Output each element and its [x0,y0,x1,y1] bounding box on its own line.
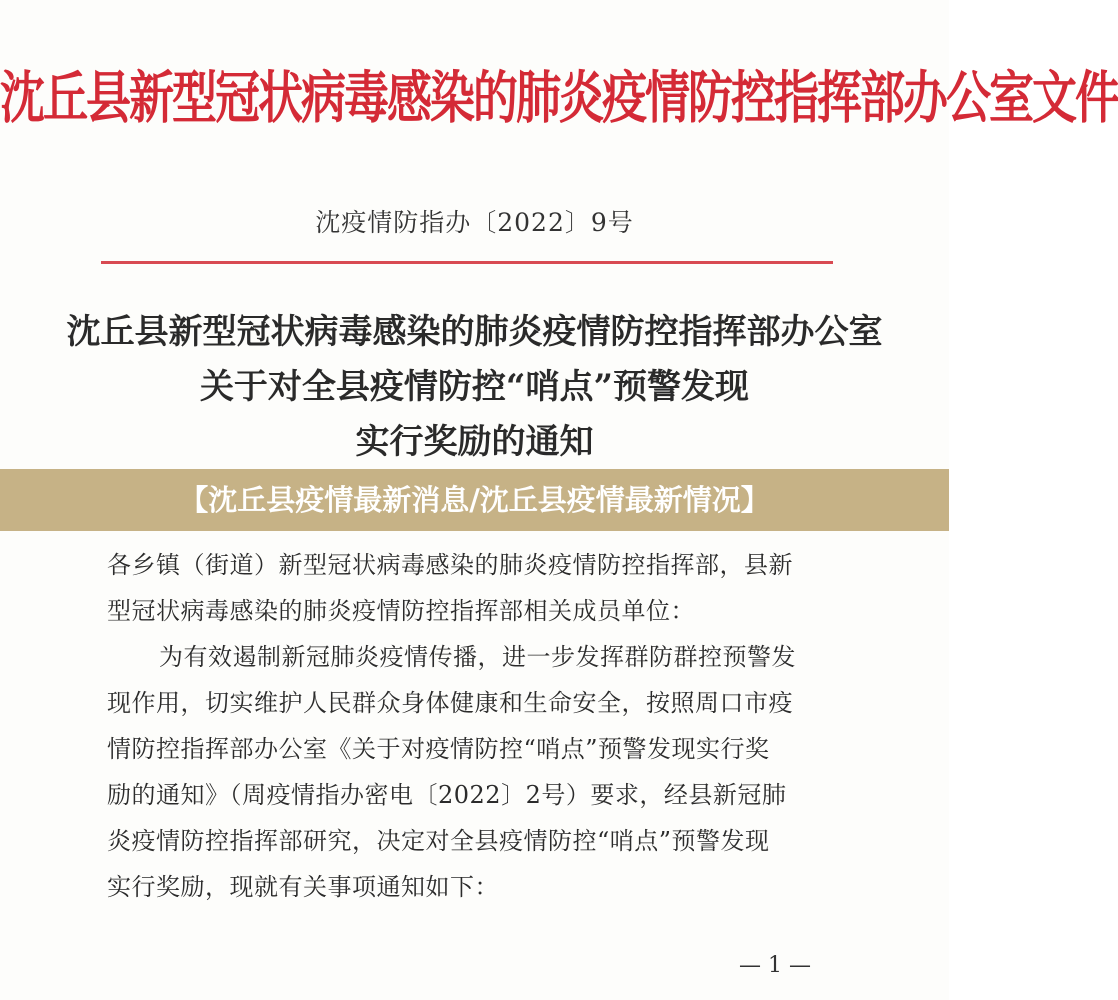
page-number: — 1 — [739,953,811,978]
notice-title [0,305,949,470]
red-divider-line [101,261,833,264]
banner-text: 【沈丘县疫情最新消息/沈丘县疫情最新情况】 [179,483,770,517]
body-line: 现作用，切实维护人民群众身体健康和生命安全，按照周口市疫 [107,689,793,717]
body-line: 实行奖励，现就有关事项通知如下： [107,873,499,901]
body-line: 励的通知》（周疫情指办密电〔2022〕2号）要求，经县新冠肺 [107,781,787,809]
body-line: 各乡镇（街道）新型冠状病毒感染的肺炎疫情防控指挥部，县新 [107,551,793,579]
body-line: 情防控指挥部办公室《关于对疫情防控“哨点”预警发现实行奖 [107,735,770,763]
notice-body [107,542,837,910]
title-line: 关于对全县疫情防控“哨点”预警发现 [199,367,750,407]
body-line: 为有效遏制新冠肺炎疫情传播，进一步发挥群防群控预警发 [159,643,796,671]
body-line: 炎疫情防控指挥部研究，决定对全县疫情防控“哨点”预警发现 [107,827,770,855]
body-line: 型冠状病毒感染的肺炎疫情防控指挥部相关成员单位： [107,597,695,625]
title-line: 实行奖励的通知 [355,422,594,462]
red-header-title: 沈丘县新型冠状病毒感染的肺炎疫情防控指挥部办公室文件 [0,64,1118,131]
overlay-banner [0,469,949,531]
document-number: 沈疫情防指办〔2022〕9号 [315,208,634,237]
title-line: 沈丘县新型冠状病毒感染的肺炎疫情防控指挥部办公室 [66,312,883,352]
